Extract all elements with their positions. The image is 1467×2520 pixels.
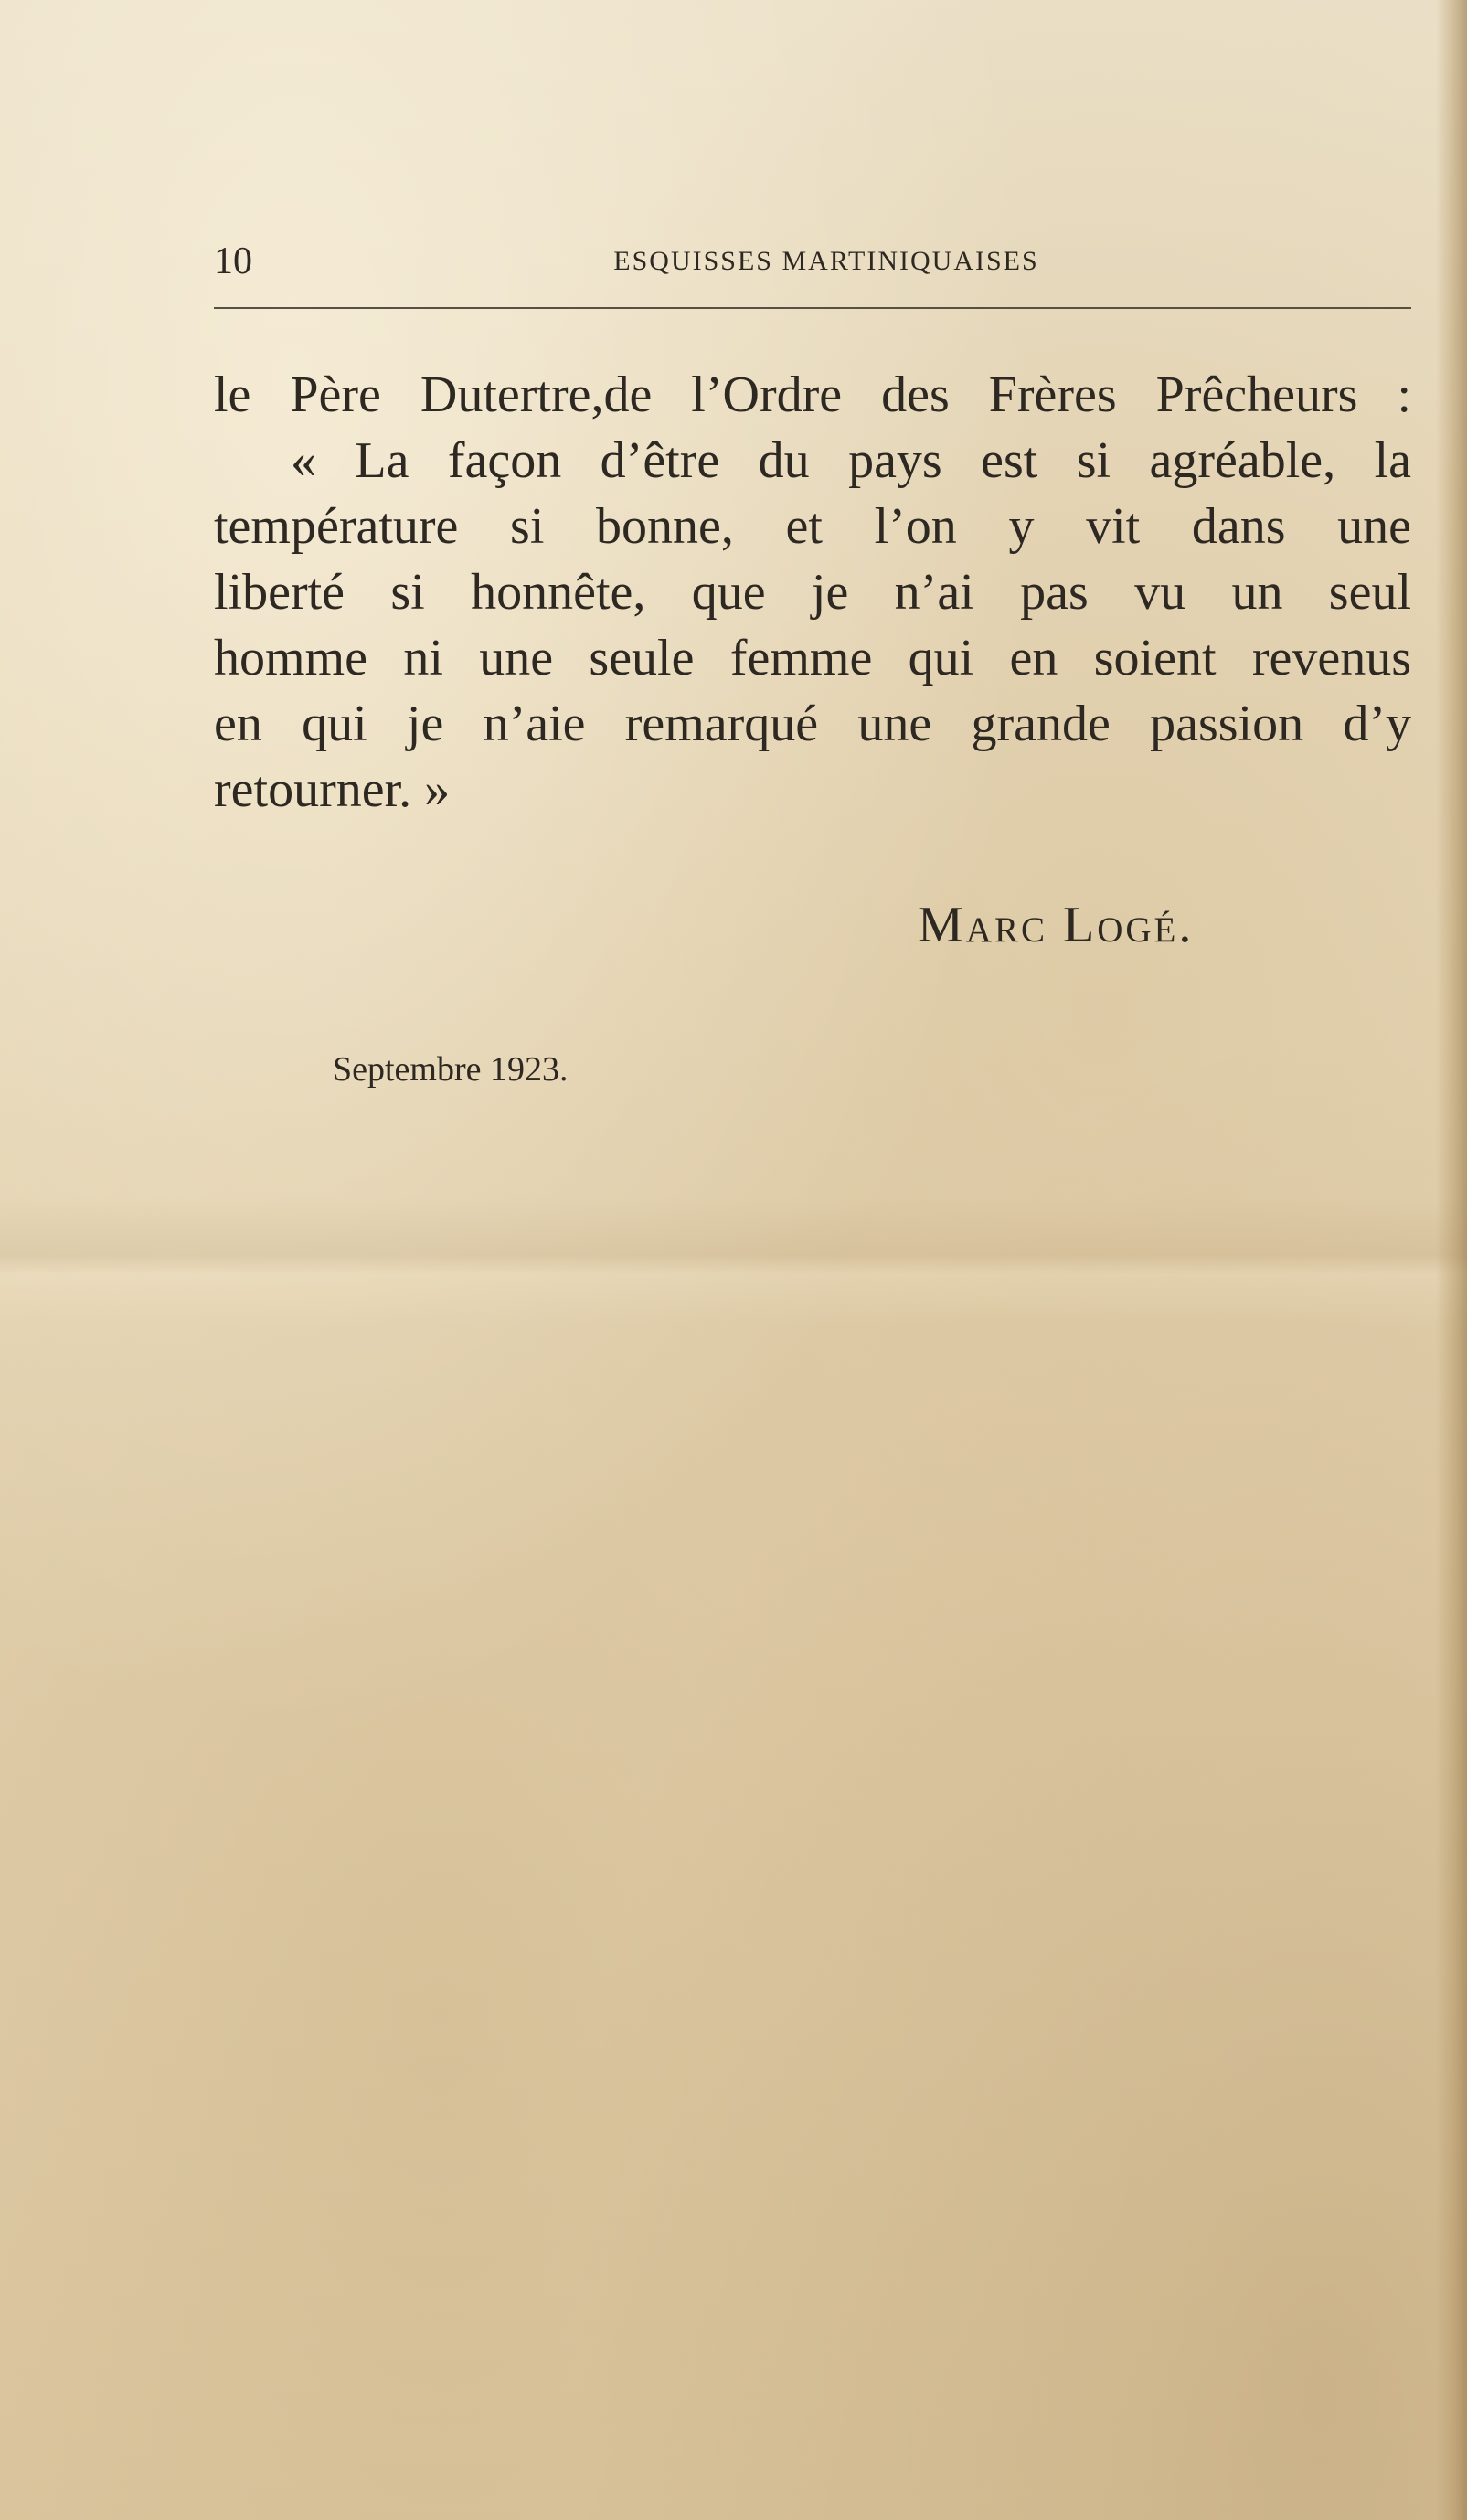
page-edge-shadow — [1436, 0, 1467, 2520]
author-signature: Marc Logé. — [918, 897, 1195, 953]
body-text — [214, 362, 1411, 823]
page-number: 10 — [214, 240, 252, 282]
text-line: homme ni une seule femme qui en soient revenus — [214, 630, 1411, 686]
paper-crease — [0, 1197, 1467, 1325]
header-rule — [214, 307, 1411, 309]
date-line: Septembre 1923. — [333, 1050, 569, 1089]
text-line: température si bonne, et l’on y vit dans une — [214, 498, 1411, 555]
page-header — [214, 236, 1411, 287]
text-line: liberté si honnête, que je n’ai pas vu un seul — [214, 564, 1411, 621]
running-title: ESQUISSES MARTINIQUAISES — [613, 246, 1039, 276]
text-line: le Père Dutertre,de l’Ordre des Frères Prêcheurs : — [214, 367, 1411, 423]
text-line: « La façon d’être du pays est si agréable, la — [291, 432, 1411, 489]
text-line: retourner. » — [214, 761, 451, 818]
text-line: en qui je n’aie remarqué une grande passion d’y — [214, 696, 1411, 752]
